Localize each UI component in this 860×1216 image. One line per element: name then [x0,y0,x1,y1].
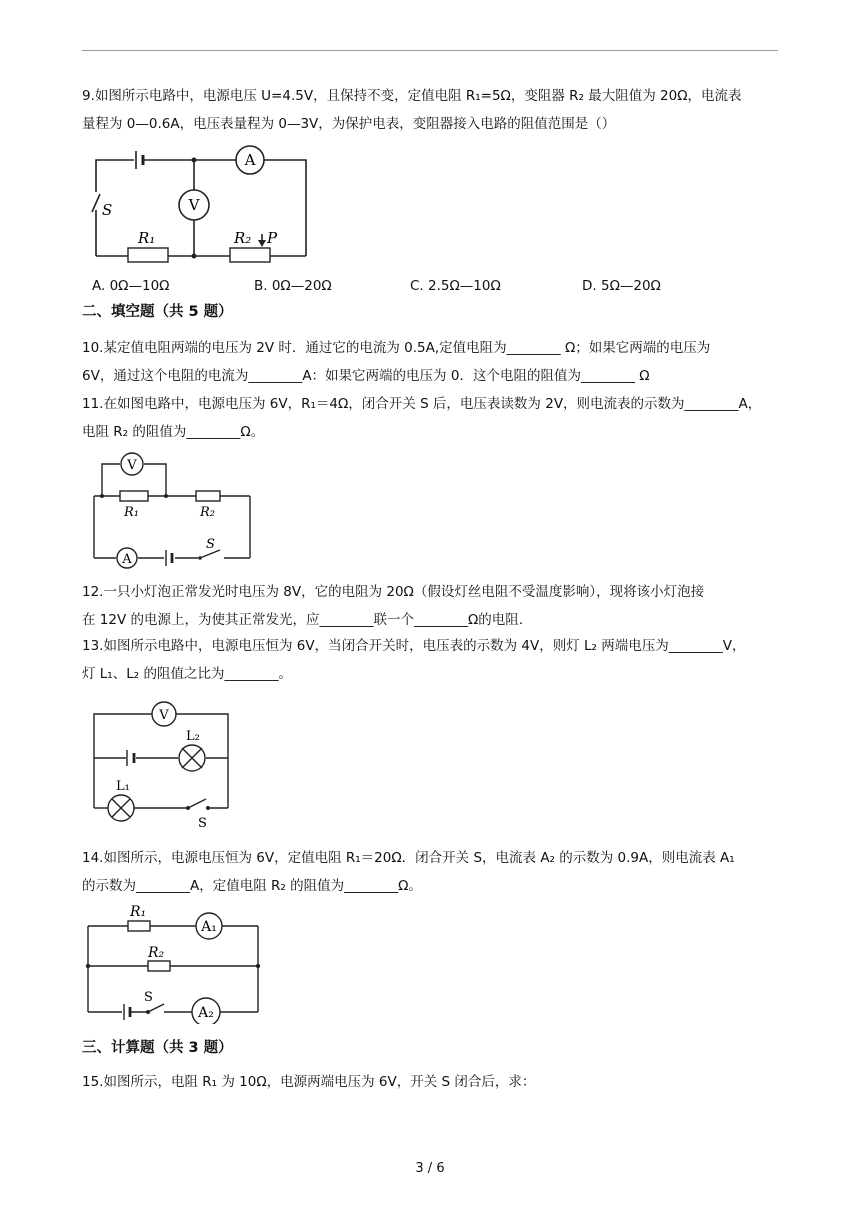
q11-voltmeter-label: V [127,458,137,473]
q14-text-line1: 14.如图所示，电源电压恒为 6V，定值电阻 R₁＝20Ω．闭合开关 S，电流表 A₂ 的示数为 0.9A，则电流表 A₁ [82,850,735,866]
q9-ammeter-label: A [244,151,256,169]
q13-l2-label: L₂ [186,729,200,744]
q10-text-line2: 6V，通过这个电阻的电流为________A：如果它两端的电压为 0．这个电阻的阻值为________ Ω [82,368,650,384]
q14-text-line2: 的示数为________A，定值电阻 R₂ 的阻值为________Ω。 [82,878,422,894]
q14-r1-label: R₁ [130,904,147,920]
q9-option-a: A. 0Ω—10Ω [92,278,170,294]
q9-slider-label: P [267,229,278,247]
section-heading-fill-in: 二、填空题（共 5 题） [82,304,233,320]
q11-circuit-figure [88,450,254,570]
q13-l1-label: L₁ [116,779,130,794]
q13-switch-label: S [198,816,207,830]
q11-ammeter-label: A [122,552,132,567]
q9-option-b: B. 0Ω—20Ω [254,278,332,294]
q9-text-line1: 9.如图所示电路中，电源电压 U=4.5V，且保持不变，定值电阻 R₁=5Ω，变阻器 R₂ 最大阻值为 20Ω，电流表 [82,88,742,104]
q12-text-line1: 12.一只小灯泡正常发光时电压为 8V，它的电阻为 20Ω（假设灯丝电阻不受温度影响），现将该小灯泡接 [82,584,705,600]
q9-r1-label: R₁ [138,229,156,247]
q11-switch-label: S [206,537,215,552]
q9-option-c: C. 2.5Ω—10Ω [410,278,501,294]
q10-text-line1: 10.某定值电阻两端的电压为 2V 时．通过它的电流为 0.5A,定值电阻为________ Ω；如果它两端的电压为 [82,340,711,356]
q11-r2-label: R₂ [200,505,215,520]
q14-switch-label: S [144,990,153,1005]
q13-text-line2: 灯 L₁、L₂ 的阻值之比为________。 [82,666,292,682]
q14-a1-label: A₁ [201,919,217,935]
q9-circuit-figure [82,144,308,266]
q14-r2-label: R₂ [148,945,165,961]
q15-text-line1: 15.如图所示，电阻 R₁ 为 10Ω，电源两端电压为 6V，开关 S 闭合后，求： [82,1074,536,1090]
q14-circuit-figure [84,900,262,1024]
q9-option-d: D. 5Ω—20Ω [582,278,661,294]
q11-text-line1: 11.在如图电路中，电源电压为 6V，R₁＝4Ω，闭合开关 S 后，电压表读数为 2V，则电流表的示数为________A， [82,396,762,412]
q13-circuit-figure [86,700,232,830]
section-heading-calculation: 三、计算题（共 3 题） [82,1040,233,1056]
q11-r1-label: R₁ [124,505,139,520]
q9-voltmeter-label: V [188,196,200,214]
q9-r2-label: R₂ [234,229,252,247]
header-rule [82,50,778,51]
q9-switch-label: S [102,201,113,219]
q14-a2-label: A₂ [198,1005,214,1021]
q9-text-line2: 量程为 0—0.6A，电压表量程为 0—3V，为保护电表，变阻器接入电路的阻值范围是（） [82,116,616,132]
q13-voltmeter-label: V [159,708,169,723]
q13-text-line1: 13.如图所示电路中，电源电压恒为 6V，当闭合开关时，电压表的示数为 4V，则灯 L₂ 两端电压为________V， [82,638,746,654]
page-number: 3 / 6 [415,1161,445,1176]
q12-text-line2: 在 12V 的电源上，为使其正常发光，应________联一个________Ω的电阻. [82,612,524,628]
q11-text-line2: 电阻 R₂ 的阻值为________Ω。 [82,424,265,440]
